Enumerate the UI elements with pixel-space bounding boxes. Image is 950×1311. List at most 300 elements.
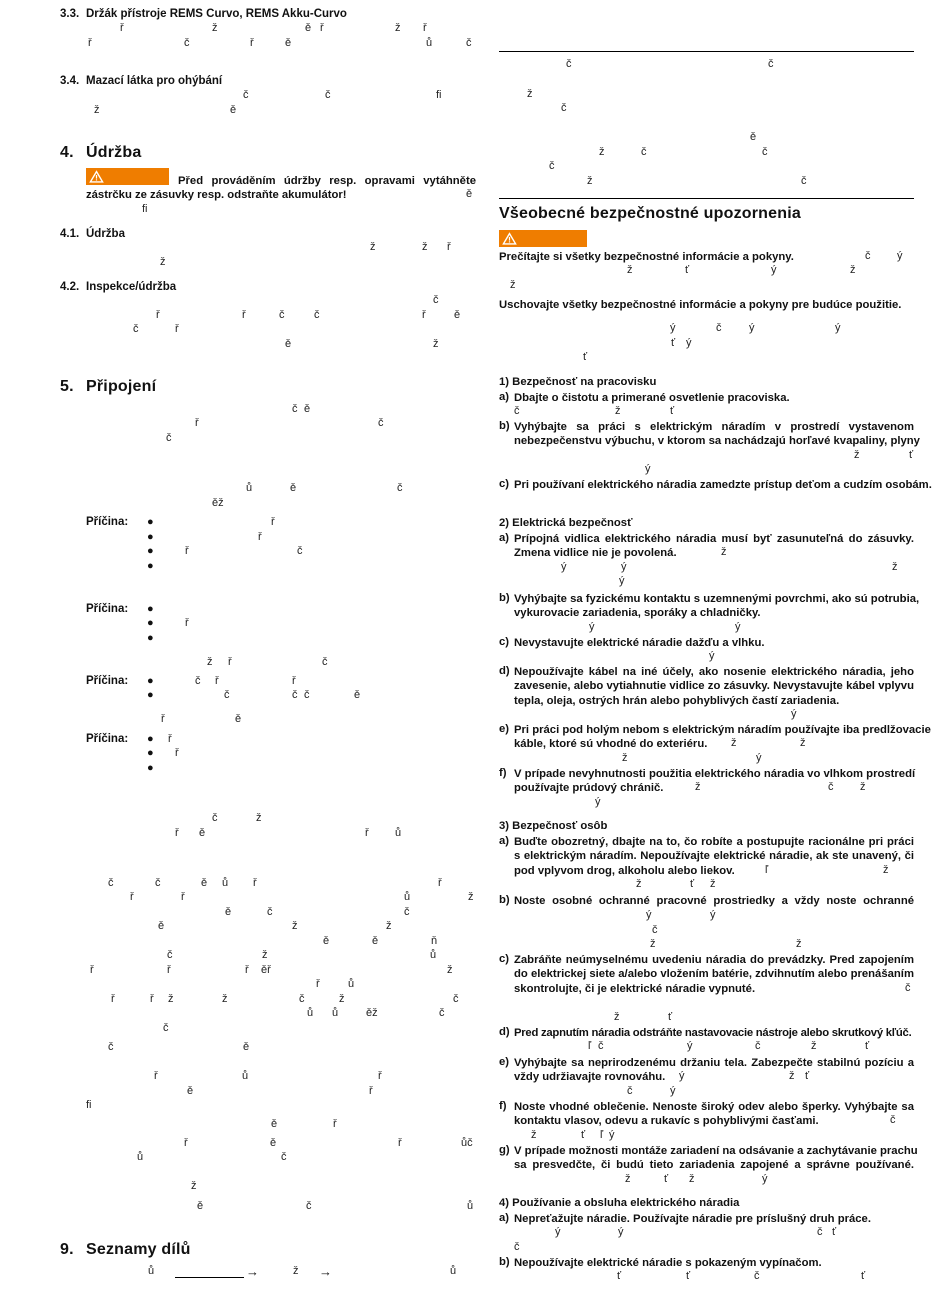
text-fragment: č bbox=[306, 1200, 312, 1212]
text-fragment: ř bbox=[333, 1118, 337, 1130]
text-fragment: ř bbox=[245, 964, 249, 976]
text-fragment: č bbox=[184, 37, 190, 49]
text-fragment: ř bbox=[369, 1085, 373, 1097]
sec2-a-line1: Prípojná vidlica elektrického náradia musí byť zasunuteľná do zásuvky. bbox=[514, 533, 914, 545]
warning-label bbox=[499, 230, 587, 247]
text-fragment: č bbox=[267, 906, 273, 918]
text-fragment: ř bbox=[88, 37, 92, 49]
text-fragment: č bbox=[325, 89, 331, 101]
text-fragment: č bbox=[755, 1040, 761, 1052]
text-fragment: ř bbox=[154, 1070, 158, 1082]
letter-d: d) bbox=[499, 665, 510, 677]
text-fragment: č bbox=[566, 58, 572, 70]
warning-icon bbox=[89, 170, 104, 183]
text-fragment: ř bbox=[167, 964, 171, 976]
text-fragment: ů bbox=[395, 827, 402, 839]
text-fragment: ž bbox=[636, 878, 642, 890]
text-fragment: ý bbox=[619, 575, 625, 587]
text-fragment: č bbox=[890, 1114, 896, 1126]
text-fragment: ů bbox=[246, 482, 253, 494]
sec1-b-line2: nebezpečenstvu výbuchu, v ktorom sa nachádzajú horľavé kvapaliny, plyny bbox=[514, 435, 920, 447]
text-fragment: ý bbox=[589, 621, 595, 633]
letter-c: c) bbox=[499, 478, 510, 490]
text-fragment: ž bbox=[262, 949, 268, 961]
bullet: ● bbox=[147, 762, 154, 774]
sec2-d-line3: tepla, oleja, ostrých hrán alebo pohyblivých častí zariadenia. bbox=[514, 695, 840, 707]
text-fragment: ě bbox=[201, 877, 208, 889]
text-fragment: ý bbox=[897, 250, 903, 262]
text-fragment: ů bbox=[332, 1007, 339, 1019]
sec3-c-line1: Zabráňte neúmyselnému uvedeniu náradia do prevádzky. Pred zapojením bbox=[514, 954, 914, 966]
sec1-c: Pri používaní elektrického náradia zamedzte prístup deťom a cudzím osobám. bbox=[514, 479, 932, 491]
text-fragment: ý bbox=[555, 1226, 561, 1238]
text-fragment: ěř bbox=[261, 964, 271, 976]
text-fragment: ť bbox=[668, 1011, 673, 1023]
sec2-e-line1: Pri práci pod holým nebom s elektrickým náradím používajte iba predlžovacie bbox=[514, 724, 931, 736]
text-fragment: ž bbox=[531, 1129, 537, 1141]
text-fragment: č bbox=[905, 982, 911, 994]
text-fragment: ě bbox=[243, 1041, 250, 1053]
bullet: ● bbox=[147, 632, 154, 644]
cause-label: Příčina: bbox=[86, 516, 129, 528]
bullet: ● bbox=[147, 617, 154, 629]
sec2-e-line2: káble, ktoré sú vhodné do exteriéru. bbox=[514, 738, 708, 750]
text-fragment: ř bbox=[150, 993, 154, 1005]
text-fragment: ž bbox=[212, 22, 218, 34]
text-fragment: č bbox=[212, 812, 218, 824]
text-fragment: fi bbox=[436, 89, 442, 101]
text-fragment: č bbox=[292, 689, 298, 701]
section-4-1-title: Údržba bbox=[86, 228, 125, 240]
text-fragment: ř bbox=[175, 323, 179, 335]
text-fragment: ě bbox=[187, 1085, 194, 1097]
text-fragment: ř bbox=[292, 675, 296, 687]
text-fragment: fi bbox=[86, 1099, 92, 1111]
text-fragment: ý bbox=[618, 1226, 624, 1238]
text-fragment: ý bbox=[645, 463, 651, 475]
text-fragment: ť bbox=[832, 1226, 837, 1238]
text-fragment: ý bbox=[679, 1070, 685, 1082]
text-fragment: ř bbox=[130, 891, 134, 903]
text-fragment: ť bbox=[670, 405, 675, 417]
text-fragment: ž bbox=[622, 752, 628, 764]
bullet: ● bbox=[147, 675, 154, 687]
text-fragment: ř bbox=[181, 891, 185, 903]
text-fragment: ř bbox=[422, 309, 426, 321]
text-fragment: ř bbox=[423, 22, 427, 34]
section-9-number: 9. bbox=[60, 1241, 74, 1258]
text-fragment: ý bbox=[687, 1040, 693, 1052]
text-fragment: ž bbox=[854, 449, 860, 461]
text-fragment: ž bbox=[510, 279, 516, 291]
text-fragment: ž bbox=[168, 993, 174, 1005]
text-fragment: ě bbox=[230, 104, 237, 116]
text-fragment: ť bbox=[861, 1270, 866, 1282]
text-fragment: ž bbox=[222, 993, 228, 1005]
text-fragment: ý bbox=[686, 337, 692, 349]
text-fragment: ž bbox=[731, 737, 737, 749]
text-fragment: č bbox=[549, 160, 555, 172]
text-fragment: ů bbox=[450, 1265, 457, 1277]
text-fragment: ž bbox=[789, 1070, 795, 1082]
text-fragment: ý bbox=[621, 561, 627, 573]
sec2-d-line1: Nepoužívajte kábel na iné účely, ako nosenie elektrického náradia, jeho bbox=[514, 666, 914, 678]
text-fragment: č bbox=[299, 993, 305, 1005]
text-fragment: ý bbox=[762, 1173, 768, 1185]
sec3-g-line2: sa presvedčte, či budú tieto zariadenia zapojené a správne používané. bbox=[514, 1159, 914, 1171]
bullet: ● bbox=[147, 545, 154, 557]
text-fragment: č bbox=[397, 482, 403, 494]
text-fragment: ř bbox=[228, 656, 232, 668]
letter-a: a) bbox=[499, 1212, 510, 1224]
text-fragment: č bbox=[828, 781, 834, 793]
section-5-title: Připojení bbox=[86, 378, 157, 395]
text-fragment: fi bbox=[142, 203, 148, 215]
text-fragment: ř bbox=[175, 827, 179, 839]
text-fragment: ž bbox=[721, 546, 727, 558]
letter-d: d) bbox=[499, 1026, 510, 1038]
maintenance-warning-line1: Před prováděním údržby resp. opravami vytáhněte bbox=[178, 175, 476, 187]
bullet: ● bbox=[147, 747, 154, 759]
text-fragment: ř bbox=[175, 747, 179, 759]
text-fragment: ů bbox=[222, 877, 229, 889]
section-5-number: 5. bbox=[60, 378, 74, 395]
text-fragment: ť bbox=[671, 337, 676, 349]
text-fragment: č bbox=[166, 432, 172, 444]
text-fragment: č bbox=[304, 689, 310, 701]
text-fragment: ž bbox=[293, 1265, 299, 1277]
text-fragment: ě bbox=[285, 37, 292, 49]
sec2-a-line2: Zmena vidlice nie je povolená. bbox=[514, 547, 677, 559]
letter-c: c) bbox=[499, 636, 510, 648]
bullet: ● bbox=[147, 733, 154, 745]
text-fragment: č bbox=[224, 689, 230, 701]
letter-e: e) bbox=[499, 1056, 510, 1068]
text-fragment: ý bbox=[709, 650, 715, 662]
text-fragment: č bbox=[598, 1040, 604, 1052]
text-fragment: ľ bbox=[588, 1040, 592, 1052]
text-fragment: č bbox=[627, 1085, 633, 1097]
text-fragment: ť bbox=[909, 449, 914, 461]
sec1-title: 1) Bezpečnosť na pracovisku bbox=[499, 376, 657, 388]
bullet: ● bbox=[147, 531, 154, 543]
text-fragment: ž bbox=[587, 175, 593, 187]
letter-c: c) bbox=[499, 953, 510, 965]
text-fragment: ů bbox=[307, 1007, 314, 1019]
sec4-b: Nepoužívajte elektrické náradie s pokazeným vypínačom. bbox=[514, 1257, 822, 1269]
safety-title: Všeobecné bezpečnostné upozornenia bbox=[499, 205, 801, 222]
text-fragment: ů bbox=[242, 1070, 249, 1082]
text-fragment: ž bbox=[433, 338, 439, 350]
text-fragment: ľ bbox=[765, 864, 769, 876]
text-fragment: ě bbox=[197, 1200, 204, 1212]
text-fragment: ž bbox=[695, 781, 701, 793]
text-fragment: ž bbox=[599, 146, 605, 158]
text-fragment: ř bbox=[253, 877, 257, 889]
text-fragment: ř bbox=[185, 617, 189, 629]
text-fragment: č bbox=[279, 309, 285, 321]
text-fragment: ž bbox=[614, 1011, 620, 1023]
sec3-a-line3: pod vplyvom drog, alkoholu alebo liekov. bbox=[514, 865, 735, 877]
text-fragment: ž bbox=[650, 938, 656, 950]
text-fragment: ě bbox=[225, 906, 232, 918]
text-fragment: č bbox=[404, 906, 410, 918]
sec2-title: 2) Elektrická bezpečnosť bbox=[499, 517, 633, 529]
sec3-f-line2: kontaktu vlasov, odevu a rukavíc s pohyblivými časťami. bbox=[514, 1115, 819, 1127]
text-fragment: ž bbox=[800, 737, 806, 749]
text-fragment: ě bbox=[270, 1137, 277, 1149]
text-fragment: č bbox=[768, 58, 774, 70]
text-fragment: ý bbox=[561, 561, 567, 573]
text-fragment: ř bbox=[90, 964, 94, 976]
text-fragment: č bbox=[466, 37, 472, 49]
text-fragment: č bbox=[514, 405, 520, 417]
text-fragment: ř bbox=[438, 877, 442, 889]
blank-line bbox=[175, 1277, 244, 1278]
text-fragment: ů bbox=[137, 1151, 144, 1163]
text-fragment: ě bbox=[235, 713, 242, 725]
section-3-4-title: Mazací látka pro ohýbání bbox=[86, 75, 223, 87]
text-fragment: č bbox=[641, 146, 647, 158]
text-fragment: ť bbox=[805, 1070, 810, 1082]
text-fragment: ž bbox=[615, 405, 621, 417]
text-fragment: č bbox=[433, 294, 439, 306]
sec3-a-line1: Buďte obozretný, dbajte na to, čo robíte a postupujte racionálne pri práci bbox=[514, 836, 914, 848]
section-4-2-number: 4.2. bbox=[60, 281, 80, 293]
text-fragment: ě bbox=[285, 338, 292, 350]
text-fragment: č bbox=[243, 89, 249, 101]
text-fragment: ž bbox=[689, 1173, 695, 1185]
text-fragment: ý bbox=[595, 796, 601, 808]
text-fragment: ž bbox=[160, 256, 166, 268]
text-fragment: č bbox=[292, 403, 298, 415]
section-4-2-title: Inspekce/údržba bbox=[86, 281, 177, 293]
section-4-number: 4. bbox=[60, 144, 74, 161]
text-fragment: č bbox=[865, 250, 871, 262]
letter-e: e) bbox=[499, 723, 510, 735]
sec2-c: Nevystavujte elektrické náradie dažďu a vlhku. bbox=[514, 637, 765, 649]
text-fragment: ť bbox=[581, 1129, 586, 1141]
text-fragment: ž bbox=[627, 264, 633, 276]
text-fragment: ž bbox=[370, 241, 376, 253]
text-fragment: ť bbox=[685, 264, 690, 276]
warning-icon bbox=[502, 232, 517, 245]
text-fragment: ř bbox=[250, 37, 254, 49]
text-fragment: ř bbox=[215, 675, 219, 687]
text-fragment: ř bbox=[258, 531, 262, 543]
text-fragment: ť bbox=[617, 1270, 622, 1282]
sec3-b-line1: Noste osobné ochranné pracovné prostriedky a vždy noste ochranné bbox=[514, 895, 914, 907]
text-fragment: ť bbox=[865, 1040, 870, 1052]
text-fragment: ž bbox=[468, 891, 474, 903]
text-fragment: č bbox=[281, 1151, 287, 1163]
text-fragment: ě bbox=[354, 689, 361, 701]
keep-bold: Uschovajte všetky bezpečnostné informácie a pokyny pre budúce použitie. bbox=[499, 299, 902, 311]
letter-f: f) bbox=[499, 767, 507, 779]
sec4-a: Nepreťažujte náradie. Používajte náradie pre príslušný druh práce. bbox=[514, 1213, 871, 1225]
text-fragment: ů bbox=[148, 1265, 155, 1277]
bullet: ● bbox=[147, 516, 154, 528]
bullet: ● bbox=[147, 603, 154, 615]
intro-bold: Prečítajte si všetky bezpečnostné informácie a pokyny. bbox=[499, 251, 794, 263]
text-fragment: ěž bbox=[366, 1007, 378, 1019]
text-fragment: č bbox=[801, 175, 807, 187]
section-4-title: Údržba bbox=[86, 144, 142, 161]
text-fragment: ž bbox=[94, 104, 100, 116]
text-fragment: ě bbox=[305, 22, 312, 34]
sec3-d: Pred zapnutím náradia odstráňte nastavovacie nástroje alebo skrutkový kľúč. bbox=[514, 1027, 912, 1039]
text-fragment: ř bbox=[316, 978, 320, 990]
text-fragment: č bbox=[439, 1007, 445, 1019]
text-fragment: ř bbox=[184, 1137, 188, 1149]
text-fragment: ě bbox=[750, 131, 757, 143]
letter-a: a) bbox=[499, 835, 510, 847]
text-fragment: ý bbox=[791, 708, 797, 720]
text-fragment: č bbox=[155, 877, 161, 889]
sec2-f-line2: používajte prúdový chránič. bbox=[514, 782, 664, 794]
text-fragment: ž bbox=[811, 1040, 817, 1052]
text-fragment: č bbox=[754, 1270, 760, 1282]
section-3-3-number: 3.3. bbox=[60, 8, 80, 20]
divider bbox=[499, 198, 914, 199]
text-fragment: ž bbox=[207, 656, 213, 668]
text-fragment: ů bbox=[348, 978, 355, 990]
arrow: → bbox=[319, 1264, 332, 1279]
text-fragment: ž bbox=[796, 938, 802, 950]
sec2-f-line1: V prípade nevyhnutnosti použitia elektrického náradia vo vlhkom prostredí bbox=[514, 768, 916, 780]
letter-b: b) bbox=[499, 420, 510, 432]
text-fragment: č bbox=[133, 323, 139, 335]
text-fragment: ž bbox=[710, 878, 716, 890]
text-fragment: ž bbox=[892, 561, 898, 573]
text-fragment: ž bbox=[860, 781, 866, 793]
text-fragment: č bbox=[453, 993, 459, 1005]
sec1-b-line1: Vyhýbajte sa práci s elektrickým náradím v prostredí vystavenom bbox=[514, 421, 914, 433]
sec2-b-line1: Vyhýbajte sa fyzickému kontaktu s uzemnenými povrchmi, ako sú potrubia, bbox=[514, 593, 920, 605]
text-fragment: ý bbox=[646, 909, 652, 921]
warning-label bbox=[86, 168, 169, 185]
section-4-1-number: 4.1. bbox=[60, 228, 80, 240]
text-fragment: ť bbox=[686, 1270, 691, 1282]
text-fragment: ž bbox=[422, 241, 428, 253]
text-fragment: ž bbox=[339, 993, 345, 1005]
text-fragment: ř bbox=[271, 516, 275, 528]
section-3-3-title: Držák přístroje REMS Curvo, REMS Akku-Curvo bbox=[86, 8, 347, 20]
text-fragment: ř bbox=[242, 309, 246, 321]
text-fragment: ý bbox=[771, 264, 777, 276]
text-fragment: ý bbox=[670, 322, 676, 334]
text-fragment: ě bbox=[304, 403, 311, 415]
text-fragment: ř bbox=[185, 545, 189, 557]
sec3-title: 3) Bezpečnosť osôb bbox=[499, 820, 608, 832]
arrow: → bbox=[246, 1264, 259, 1279]
text-fragment: ý bbox=[710, 909, 716, 921]
text-fragment: č bbox=[322, 656, 328, 668]
text-fragment: ý bbox=[609, 1129, 615, 1141]
text-fragment: ěž bbox=[212, 497, 224, 509]
sec3-f-line1: Noste vhodné oblečenie. Nenoste široký odev alebo šperky. Vyhýbajte sa bbox=[514, 1101, 914, 1113]
text-fragment: ž bbox=[850, 264, 856, 276]
text-fragment: ž bbox=[527, 88, 533, 100]
cause-label: Příčina: bbox=[86, 733, 129, 745]
text-fragment: ř bbox=[168, 733, 172, 745]
sec3-g-line1: V prípade možnosti montáže zariadení na odsávanie a zachytávanie prachu bbox=[514, 1145, 918, 1157]
text-fragment: ý bbox=[835, 322, 841, 334]
text-fragment: ř bbox=[378, 1070, 382, 1082]
text-fragment: ů bbox=[430, 949, 437, 961]
text-fragment: ť bbox=[664, 1173, 669, 1185]
text-fragment: ľ bbox=[600, 1129, 604, 1141]
text-fragment: ě bbox=[271, 1118, 278, 1130]
text-fragment: ě bbox=[290, 482, 297, 494]
text-fragment: ř bbox=[156, 309, 160, 321]
text-fragment: č bbox=[378, 417, 384, 429]
sec3-c-line3: skontrolujte, či je elektrické náradie vypnuté. bbox=[514, 983, 756, 995]
sec4-title: 4) Používanie a obsluha elektrického náradia bbox=[499, 1197, 740, 1209]
text-fragment: č bbox=[195, 675, 201, 687]
text-fragment: ř bbox=[447, 241, 451, 253]
section-3-4-number: 3.4. bbox=[60, 75, 80, 87]
text-fragment: č bbox=[817, 1226, 823, 1238]
text-fragment: ž bbox=[386, 920, 392, 932]
letter-a: a) bbox=[499, 391, 510, 403]
letter-b: b) bbox=[499, 592, 510, 604]
text-fragment: č bbox=[297, 545, 303, 557]
sec2-b-line2: vykurovacie zariadenia, sporáky a chladničky. bbox=[514, 607, 761, 619]
text-fragment: ň bbox=[431, 935, 438, 947]
text-fragment: ž bbox=[256, 812, 262, 824]
text-fragment: ř bbox=[320, 22, 324, 34]
sec3-a-line2: s elektrickým náradím. Nepoužívajte elektrické náradie, ak ste unavený, či bbox=[514, 850, 914, 862]
text-fragment: č bbox=[762, 146, 768, 158]
text-fragment: č bbox=[314, 309, 320, 321]
text-fragment: ě bbox=[372, 935, 379, 947]
text-fragment: č bbox=[163, 1022, 169, 1034]
sec1-a: Dbajte o čistotu a primerané osvetlenie pracoviska. bbox=[514, 392, 790, 404]
text-fragment: ř bbox=[195, 417, 199, 429]
text-fragment: ý bbox=[749, 322, 755, 334]
text-fragment: č bbox=[108, 1041, 114, 1053]
letter-f: f) bbox=[499, 1100, 507, 1112]
text-fragment: ž bbox=[625, 1173, 631, 1185]
bullet: ● bbox=[147, 689, 154, 701]
text-fragment: ůč bbox=[461, 1137, 473, 1149]
sec3-e-line1: Vyhýbajte sa neprirodzenému držaniu tela. Zabezpečte stabilnú pozíciu a bbox=[514, 1057, 914, 1069]
text-fragment: ě bbox=[454, 309, 461, 321]
bullet: ● bbox=[147, 560, 154, 572]
text-fragment: ž bbox=[883, 864, 889, 876]
text-fragment: ě bbox=[323, 935, 330, 947]
text-fragment: ů bbox=[404, 891, 411, 903]
text-fragment: ý bbox=[756, 752, 762, 764]
text-fragment: ř bbox=[365, 827, 369, 839]
text-fragment: ť bbox=[690, 878, 695, 890]
text-fragment: č bbox=[167, 949, 173, 961]
text-fragment: ž bbox=[447, 964, 453, 976]
text-fragment: ý bbox=[670, 1085, 676, 1097]
letter-b: b) bbox=[499, 894, 510, 906]
text-fragment: ě bbox=[158, 920, 165, 932]
section-9-title: Seznamy dílů bbox=[86, 1241, 191, 1258]
maintenance-warning-line2: zástrčku ze zásuvky resp. odstraňte akumulátor! bbox=[86, 189, 347, 201]
sec2-d-line2: zavesenie, alebo vytiahnutie vidlice zo zásuvky. Nevystavujte kábel vplyvu bbox=[514, 680, 914, 692]
text-fragment: ř bbox=[120, 22, 124, 34]
text-fragment: ě bbox=[199, 827, 206, 839]
text-fragment: ř bbox=[398, 1137, 402, 1149]
text-fragment: č bbox=[652, 924, 658, 936]
text-fragment: ů bbox=[426, 37, 433, 49]
text-fragment: ř bbox=[111, 993, 115, 1005]
